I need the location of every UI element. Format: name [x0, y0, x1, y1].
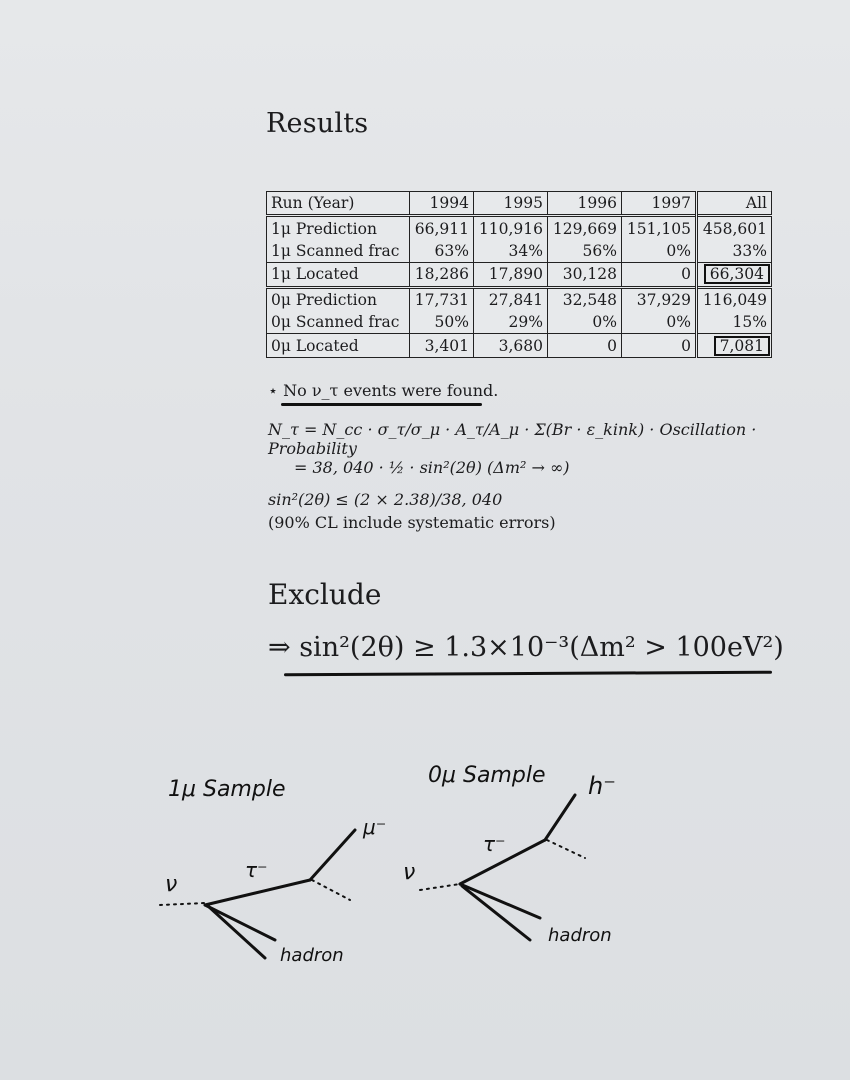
- row-label: 0μ Prediction: [267, 287, 410, 311]
- header-cell: 1994: [410, 192, 474, 216]
- table-cell: 0: [621, 334, 696, 357]
- right-sample-caption: 0μ Sample: [428, 763, 546, 788]
- table-cell: 129,669: [547, 216, 621, 240]
- kink-dotted: [547, 840, 585, 858]
- left-sample-caption: 1μ Sample: [168, 777, 286, 802]
- hadron-track-2: [462, 886, 530, 940]
- table-cell: 15%: [696, 311, 771, 334]
- left-sketch-lines: [160, 830, 355, 958]
- nu-incoming-dotted: [160, 903, 205, 905]
- header-cell: 1995: [474, 192, 548, 216]
- left-tau-label: τ⁻: [245, 858, 268, 882]
- right-hadron-label: hadron: [548, 925, 612, 946]
- header-cell: 1996: [547, 192, 621, 216]
- equation-line-1: N_τ = N_cc · σ_τ/σ_μ · A_τ/A_μ · Σ(Br · ε_kink) · Oscillation · Probability: [268, 420, 757, 458]
- table-cell: 29%: [474, 311, 548, 334]
- table-cell: 37,929: [621, 287, 696, 311]
- hadron-track-1: [460, 884, 540, 918]
- left-hadron-label: hadron: [280, 945, 344, 966]
- table-cell: 33%: [696, 240, 771, 263]
- table-cell: 151,105: [621, 216, 696, 240]
- table-cell: 0%: [621, 311, 696, 334]
- table-cell: 27,841: [474, 287, 548, 311]
- kink-dotted: [312, 880, 350, 900]
- table-cell: 50%: [410, 311, 474, 334]
- equation-line-4: (90% CL include systematic errors): [268, 513, 556, 532]
- header-cell: All: [696, 192, 771, 216]
- tau-track: [205, 880, 310, 905]
- exclude-heading: Exclude: [268, 578, 382, 611]
- table-cell: 0: [621, 263, 696, 287]
- table-cell: 116,049: [696, 287, 771, 311]
- equation-line-2: = 38, 040 · ½ · sin²(2θ) (Δm² → ∞): [294, 458, 570, 477]
- right-nu-label: ν: [403, 860, 416, 885]
- exclude-equation: ⇒ sin²(2θ) ≥ 1.3×10⁻³(Δm² > 100eV²): [268, 632, 784, 663]
- muon-track: [310, 830, 355, 880]
- left-muon-label: μ⁻: [363, 815, 387, 839]
- equation-line-3: sin²(2θ) ≤ (2 × 2.38)/38, 040: [268, 490, 503, 509]
- right-hadron-h-label: h⁻: [588, 772, 616, 800]
- table-cell: 110,916: [474, 216, 548, 240]
- row-label: 1μ Located: [267, 263, 410, 287]
- table-cell: 0%: [547, 311, 621, 334]
- table-cell: 0%: [621, 240, 696, 263]
- table-cell: 63%: [410, 240, 474, 263]
- boxed-value: 7,081: [714, 336, 770, 356]
- row-label: 0μ Located: [267, 334, 410, 357]
- table-cell: 32,548: [547, 287, 621, 311]
- row-label: 0μ Scanned frac: [267, 311, 410, 334]
- table-cell: 18,286: [410, 263, 474, 287]
- row-label: 1μ Prediction: [267, 216, 410, 240]
- table-cell: 0: [547, 334, 621, 357]
- header-cell: Run (Year): [267, 192, 410, 216]
- table-cell: 17,890: [474, 263, 548, 287]
- note-text: ⋆ No ν_τ events were found.: [268, 381, 499, 400]
- table-cell: 30,128: [547, 263, 621, 287]
- table-cell: 3,680: [474, 334, 548, 357]
- right-sketch-lines: [420, 795, 585, 940]
- table-cell: 66,911: [410, 216, 474, 240]
- hadron-track-h: [545, 795, 575, 840]
- header-cell: 1997: [621, 192, 696, 216]
- table-cell: 458,601: [696, 216, 771, 240]
- table-cell: 34%: [474, 240, 548, 263]
- boxed-value: 66,304: [704, 264, 770, 284]
- row-label: 1μ Scanned frac: [267, 240, 410, 263]
- right-tau-label: τ⁻: [483, 832, 506, 856]
- table-cell: 17,731: [410, 287, 474, 311]
- left-nu-label: ν: [165, 872, 178, 897]
- table-cell: 3,401: [410, 334, 474, 357]
- table-cell: 56%: [547, 240, 621, 263]
- nu-incoming-dotted: [420, 884, 460, 890]
- page-title: Results: [266, 108, 369, 139]
